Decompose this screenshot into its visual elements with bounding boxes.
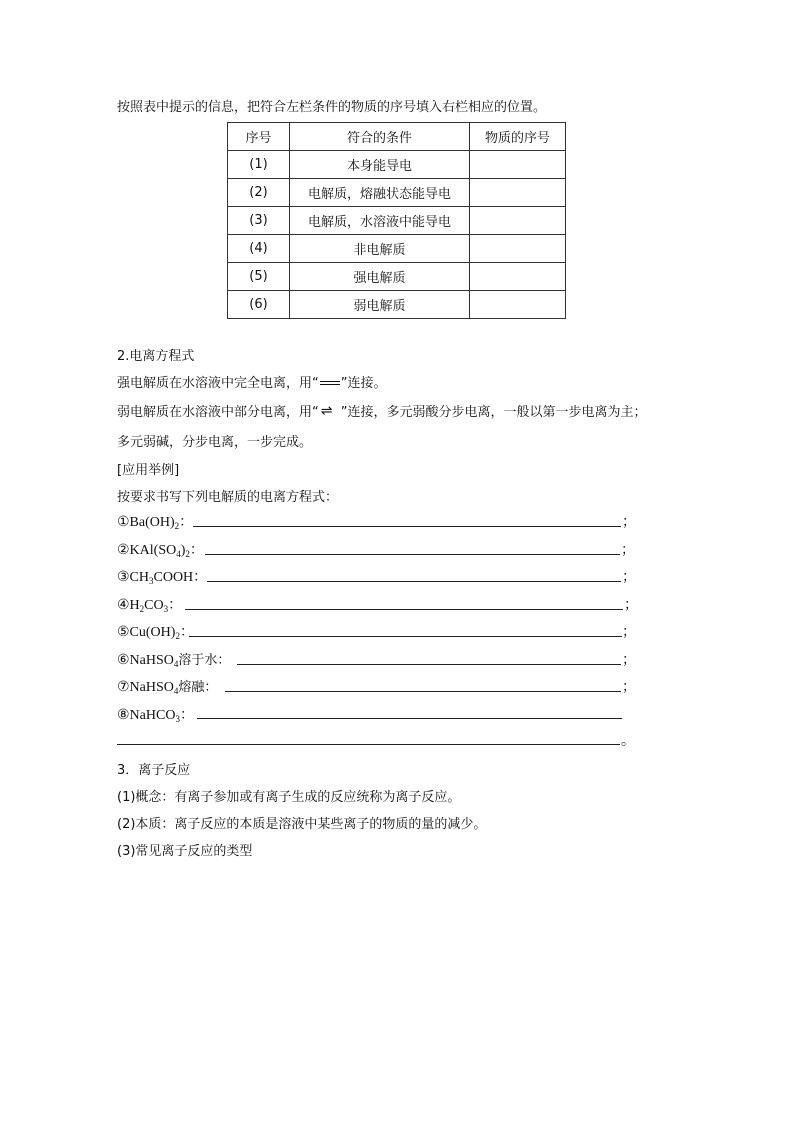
row-condition: 电解质，熔融状态能导电	[290, 179, 470, 207]
section3-title: 3．离子反应	[117, 763, 191, 778]
item-label: $④H_2CO_3$：	[117, 598, 183, 614]
answer-line[interactable]	[189, 636, 622, 637]
weak-base-text: 多元弱碱，分步电离，一步完成。	[117, 435, 313, 450]
row-answer-cell[interactable]	[470, 151, 566, 179]
table-row	[228, 151, 566, 179]
ion-reaction-essence: (2)本质：离子反应的本质是溶液中某些离子的物质的量的减少。	[117, 817, 487, 832]
row-number: (6)	[228, 291, 290, 319]
row-answer-cell[interactable]	[470, 291, 566, 319]
answer-line[interactable]	[197, 718, 622, 719]
item-end: ；	[622, 653, 636, 668]
header-condition: 符合的条件	[290, 123, 470, 151]
ion-reaction-concept: (1)概念：有离子参加或有离子生成的反应统称为离子反应。	[117, 790, 461, 805]
table-row	[228, 291, 566, 319]
table-row	[228, 179, 566, 207]
answer-line[interactable]	[207, 581, 621, 582]
item-label: ⑦NaHSO$_4$熔融：	[117, 680, 218, 696]
table-row	[228, 235, 566, 263]
row-condition: 非电解质	[290, 235, 470, 263]
conditions-table	[227, 122, 566, 319]
answer-line[interactable]	[185, 609, 623, 610]
row-condition: 弱电解质	[290, 291, 470, 319]
item-end: ；	[622, 515, 636, 530]
item-label: $③CH_3COOH$：	[117, 570, 208, 586]
row-answer-cell[interactable]	[470, 207, 566, 235]
item-end: ；	[621, 543, 635, 558]
ion-reaction-types: (3)常见离子反应的类型	[117, 844, 253, 859]
answer-line[interactable]	[225, 691, 621, 692]
item-end: ；	[622, 625, 636, 640]
answer-line[interactable]	[237, 664, 621, 665]
answer-line[interactable]	[193, 526, 621, 527]
reversible-arrow-icon	[319, 408, 341, 418]
row-condition: 本身能导电	[290, 151, 470, 179]
item-label: $②KAl(SO_4)_2$：	[117, 543, 204, 559]
weak-electrolyte-text: 弱电解质在水溶液中部分电离，用“⇌ ”连接，多元弱酸分步电离，一般以第一步电离为主；	[117, 401, 647, 420]
table-row	[228, 207, 566, 235]
row-answer-cell[interactable]	[470, 235, 566, 263]
item-label: $①Ba(OH)_2$：	[117, 515, 194, 531]
item-end: ；	[622, 680, 636, 695]
item-label: ⑥NaHSO$_4$溶于水：	[117, 653, 231, 669]
section2-title: 2.电离方程式	[117, 349, 195, 364]
answer-line[interactable]	[205, 554, 620, 555]
header-number: 序号	[228, 123, 290, 151]
row-number: (4)	[228, 235, 290, 263]
row-condition: 强电解质	[290, 263, 470, 291]
answer-line-continued[interactable]	[117, 744, 620, 745]
strong-electrolyte-text: 强电解质在水溶液中完全电离，用“ ”连接。	[117, 376, 387, 391]
table-header-row	[228, 123, 566, 151]
intro-text: 按照表中提示的信息，把符合左栏条件的物质的序号填入右栏相应的位置。	[117, 100, 547, 115]
row-answer-cell[interactable]	[470, 263, 566, 291]
item-label: $⑤Cu(OH)_2$：	[117, 625, 194, 641]
row-answer-cell[interactable]	[470, 179, 566, 207]
item-label: ⑧NaHCO$_3$：	[117, 708, 194, 724]
example-title: [应用举例]	[117, 463, 180, 478]
row-number: (1)	[228, 151, 290, 179]
item-end: 。	[621, 734, 635, 749]
item-end: ；	[622, 570, 636, 585]
equals-symbol	[319, 380, 341, 388]
item-end: ；	[624, 598, 638, 613]
row-number: (3)	[228, 207, 290, 235]
row-number: (5)	[228, 263, 290, 291]
table-row	[228, 263, 566, 291]
row-number: (2)	[228, 179, 290, 207]
header-substance: 物质的序号	[470, 123, 566, 151]
example-prompt: 按要求书写下列电解质的电离方程式：	[117, 490, 339, 505]
row-condition: 电解质，水溶液中能导电	[290, 207, 470, 235]
